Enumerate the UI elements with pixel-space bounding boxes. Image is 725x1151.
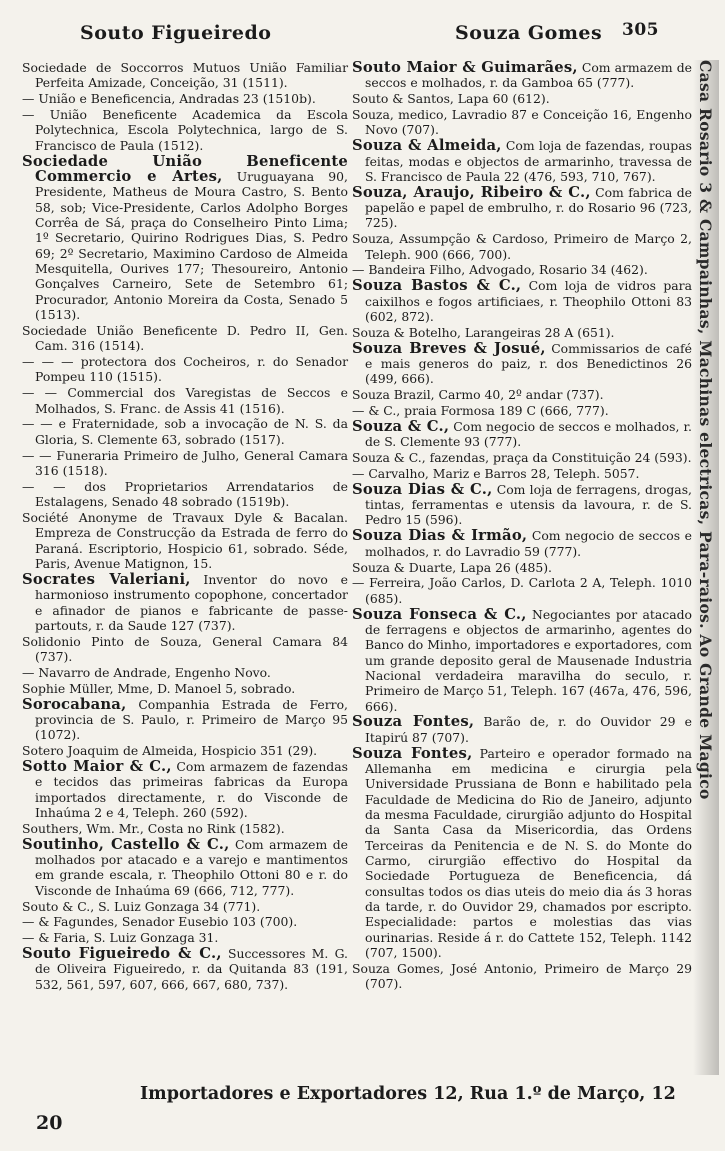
spine-advertisement-text: Casa Rosario 3 & Campainhas, Machinas electricas, Para-raios. Ao Grande Magico: [696, 60, 715, 800]
header-right-keyword: Souza Gomes: [455, 22, 603, 44]
entry-text: Sociedade União Beneficente D. Pedro II, Gen. Cam. 316 (1514).: [22, 322, 348, 354]
entry-text: — — Funeraria Primeiro de Julho, General Camara 316 (1518).: [22, 447, 348, 478]
entry-name: Souza Fontes,: [352, 713, 475, 731]
entry-text: — — e Fraternidade, sob a invocação de N. S. da Gloria, S. Clemente 63, sobrado (1517).: [22, 416, 348, 447]
entry-text: Souza & Duarte, Lapa 26 (485).: [352, 559, 552, 575]
entry-text: Successores M. G. de Oliveira Figueiredo, r. da Quitanda 83 (191, 532, 561, 597, 607, 666, 667, 680, 737).: [35, 946, 348, 992]
directory-entry: [22, 665, 348, 680]
entry-text: Southers, Wm. Mr., Costa no Rink (1582).: [22, 820, 285, 836]
directory-entry: [352, 138, 692, 184]
directory-entry: [22, 91, 348, 106]
directory-entry: [352, 466, 692, 481]
directory-entry: [22, 416, 348, 447]
directory-entry: [22, 354, 348, 385]
directory-entry: [352, 60, 692, 91]
directory-entry: [22, 510, 348, 571]
entry-text: Société Anonyme de Travaux Dyle & Bacalan. Empreza de Construcção da Estrada de ferro do Paraná. Escriptorio, Hospicio 61, sobrado. Séde, Paris, Avenue Matignon, 15.: [22, 509, 348, 571]
directory-entry: [22, 107, 348, 153]
header-left-keyword: Souto Figueiredo: [80, 22, 272, 44]
entry-text: Com armazem de molhados por atacado e a varejo e mantimentos em grande escala, r. Theophilo Ottoni 80 e r. do Visconde de Inhaúma 69 (666, 712, 777).: [35, 836, 348, 898]
entry-text: Souza & Botelho, Larangeiras 28 A (651).: [352, 324, 615, 340]
entry-text: Companhia Estrada de Ferro, provincia de S. Paulo, r. Primeiro de Março 95 (1072).: [35, 696, 348, 743]
entry-text: Sociedade de Soccorros Mutuos União Familiar Perfeita Amizade, Conceição, 31 (1511).: [22, 60, 348, 91]
entry-text: Com fabrica de papelão e papel de embrulho, r. do Rosario 96 (723, 725).: [365, 184, 692, 231]
entry-text: — União Beneficente Academica da Escola Polytechnica, Escola Polytechnica, largo de S. Francisco de Paula (1512).: [22, 107, 348, 153]
directory-entry: [352, 403, 692, 418]
directory-entry: [352, 387, 692, 402]
directory-entry: [22, 479, 348, 510]
page-header: [0, 18, 725, 48]
entry-text: — — dos Proprietarios Arrendatarios de Estalagens, Senado 48 sobrado (1519b).: [22, 478, 348, 510]
directory-entry: [22, 634, 348, 665]
directory-entry: [22, 385, 348, 416]
directory-entry: [352, 528, 692, 559]
entry-text: Souza Brazil, Carmo 40, 2º andar (737).: [352, 387, 604, 403]
entry-name: Souto Maior & Guimarães,: [352, 59, 578, 76]
entry-text: — — — protectora dos Cocheiros, r. do Senador Pompeu 110 (1515).: [22, 354, 348, 385]
entry-text: Souto & C., S. Luiz Gonzaga 34 (771).: [22, 898, 261, 914]
entry-text: Com negocio de seccos e molhados, r. de S. Clemente 93 (777).: [365, 418, 692, 450]
entry-text: — — Commercial dos Varegistas de Seccos e Molhados, S. Franc. de Assis 41 (1516).: [22, 385, 348, 416]
directory-entry: [352, 746, 692, 961]
entry-text: — & Faria, S. Luiz Gonzaga 31.: [22, 930, 219, 946]
directory-entry: [352, 91, 692, 106]
directory-entry: [352, 231, 692, 262]
directory-entry: [352, 482, 692, 528]
entry-text: Negociantes por atacado de ferragens e objectos de armarinho, agentes do Banco do Minho, importadores e exportadores, com um grande deposito geral de Mausenade Industria Nacional verdadeira maravilha do seculo, r. Primeiro de Março 51, Teleph. 167 (467a, 476, 596, 666).: [365, 606, 692, 714]
entry-text: Parteiro e operador formado na Allemanha em medicina e cirurgia pela Universidade Prussiana de Bonn e habilitado pela Faculdade de Medicina do Rio de Janeiro, adjunto da mesma Faculdade, cirurgião adjunto do Hospital da Santa Casa da Misericordia, das Ordens Terceiras da Penitencia e de N. S. do Monte do Carmo, cirurgião effectivo do Hospital da Sociedade Portugueza de Beneficencia, dá consultas todos os dias uteis do meio dia ás 3 horas da tarde, r. do Ouvidor 29, chamados por escripto. Especialidade: partos e molestias das vias ourinarias. Reside á r. do Cattete 152, Teleph. 1142 (707, 1500).: [365, 745, 692, 961]
directory-entry: [22, 899, 348, 914]
entry-text: Souto & Santos, Lapa 60 (612).: [352, 91, 550, 107]
entry-name: Souza Fontes,: [352, 744, 473, 762]
entry-name: Souza Bastos & C.,: [352, 277, 522, 295]
directory-entry: [22, 572, 348, 633]
directory-entry: [22, 914, 348, 929]
entry-text: Souza, medico, Lavradio 87 e Conceição 16, Engenho Novo (707).: [352, 107, 692, 138]
directory-entry: [352, 341, 692, 387]
directory-entry: [352, 575, 692, 606]
entry-name: Souza & C.,: [352, 417, 450, 435]
entry-name: Souza Dias & C.,: [352, 480, 493, 498]
footer-advertisement: Importadores e Exportadores 12, Rua 1.º de Março, 12: [140, 1084, 676, 1104]
directory-entry: [22, 930, 348, 945]
directory-entry: [22, 946, 348, 992]
directory-entry: [22, 759, 348, 820]
entry-text: — Carvalho, Mariz e Barros 28, Teleph. 5057.: [352, 465, 640, 481]
header-page-number: 305: [622, 20, 659, 40]
entry-text: Inventor do novo e harmonioso instrumento copophone, concertador e afinador de pianos e fabricante de passe-partouts, r. da Saude 127 (737).: [35, 571, 348, 633]
entry-name: Sorocabana,: [22, 695, 127, 713]
entry-text: Souza Gomes, José Antonio, Primeiro de Março 29 (707).: [352, 960, 692, 992]
page-number: 20: [36, 1112, 63, 1134]
directory-entry: [22, 821, 348, 836]
entry-text: Souza & C., fazendas, praça da Constituição 24 (593).: [352, 450, 692, 466]
directory-entry: [352, 185, 692, 231]
entry-name: Souza Dias & Irmão,: [352, 527, 528, 545]
entry-text: — Ferreira, João Carlos, D. Carlota 2 A, Teleph. 1010 (685).: [352, 575, 692, 606]
directory-entry: [352, 107, 692, 138]
entry-text: Com armazem de fazendas e tecidos das primeiras fabricas da Europa importados directamente, r. do Visconde de Inhaúma 2 e 4, Teleph. 260 (592).: [35, 758, 348, 820]
entry-text: Com negocio de seccos e molhados, r. do Lavradio 59 (777).: [365, 528, 692, 559]
spine-advertisement: [693, 60, 719, 1075]
directory-entry: [352, 262, 692, 277]
entry-text: Uruguayana 90, Presidente, Matheus de Moura Castro, S. Bento 58, sob; Vice-Presidente, Carlos Adolpho Borges Corrêa de Sá, praça do Conselheiro Pinto Lima; 1º Secretario, Quirino Rodrigues Dias, S. Pedro 69; 2º Secretario, Maximino Cardoso de Almeida Mesquitella, Ourives 177; Thesoureiro, Antonio Gonçalves Carneiro, Sete de Setembro 61; Procurador, Antonio Moreira da Costa, Senado 5 (1513).: [35, 168, 348, 322]
directory-entry: [352, 560, 692, 575]
entry-name: Soutinho, Castello & C.,: [22, 835, 230, 853]
entry-text: Sotero Joaquim de Almeida, Hospicio 351 (29).: [22, 743, 318, 759]
entry-name: Sociedade União Beneficente Commercio e Artes,: [22, 152, 348, 185]
directory-entry: [352, 450, 692, 465]
directory-entry: [352, 419, 692, 450]
entry-text: — & C., praia Formosa 189 C (666, 777).: [352, 403, 609, 419]
directory-entry: [22, 60, 348, 91]
left-column: [22, 60, 348, 993]
entry-text: Solidonio Pinto de Souza, General Camara 84 (737).: [22, 633, 348, 665]
entry-text: Com loja de vidros para caixilhos e fogos artificiaes, r. Theophilo Ottoni 83 (602, 872).: [365, 278, 692, 324]
entry-text: — Navarro de Andrade, Engenho Novo.: [22, 664, 271, 680]
directory-entry: [22, 837, 348, 898]
entry-text: — União e Beneficencia, Andradas 23 (1510b).: [22, 91, 316, 107]
directory-entry: [22, 697, 348, 743]
directory-entry: [22, 743, 348, 758]
entry-name: Souza & Almeida,: [352, 137, 502, 155]
entry-text: Barão de, r. do Ouvidor 29 e Itapirú 87 (707).: [365, 714, 692, 745]
entry-text: — & Fagundes, Senador Eusebio 103 (700).: [22, 914, 298, 930]
directory-entry: [22, 154, 348, 323]
directory-entry: [352, 325, 692, 340]
directory-entry: [22, 448, 348, 479]
entry-name: Souza Fonseca & C.,: [352, 605, 527, 623]
entry-name: Souto Figueiredo & C.,: [22, 945, 222, 963]
directory-entry: [22, 323, 348, 354]
entry-text: Commissarios de café e mais generos do paiz, r. dos Benedictinos 26 (499, 666).: [365, 340, 692, 387]
entry-name: Sotto Maior & C.,: [22, 757, 172, 775]
entry-name: Souza Breves & Josué,: [352, 339, 546, 357]
directory-entry: [352, 714, 692, 745]
directory-entry: [352, 961, 692, 992]
directory-entry: [22, 681, 348, 696]
entry-text: Com armazem de seccos e molhados, r. da Gamboa 65 (777).: [365, 60, 692, 91]
entry-name: Socrates Valeriani,: [22, 570, 191, 588]
entry-text: Com loja de ferragens, drogas, tintas, ferramentas e utensis da lavoura, r. de S. Pedro 15 (596).: [365, 481, 692, 528]
entry-text: — Bandeira Filho, Advogado, Rosario 34 (462).: [352, 262, 648, 278]
right-column: [352, 60, 692, 992]
directory-entry: [352, 607, 692, 714]
directory-entry: [352, 278, 692, 324]
entry-text: Souza, Assumpção & Cardoso, Primeiro de Março 2, Teleph. 900 (666, 700).: [352, 231, 692, 262]
entry-text: Sophie Müller, Mme, D. Manoel 5, sobrado.: [22, 680, 296, 696]
entry-text: Com loja de fazendas, roupas feitas, modas e objectos de armarinho, travessa de S. Francisco de Paula 22 (476, 593, 710, 767).: [365, 138, 692, 184]
entry-name: Souza, Araujo, Ribeiro & C.,: [352, 183, 591, 201]
